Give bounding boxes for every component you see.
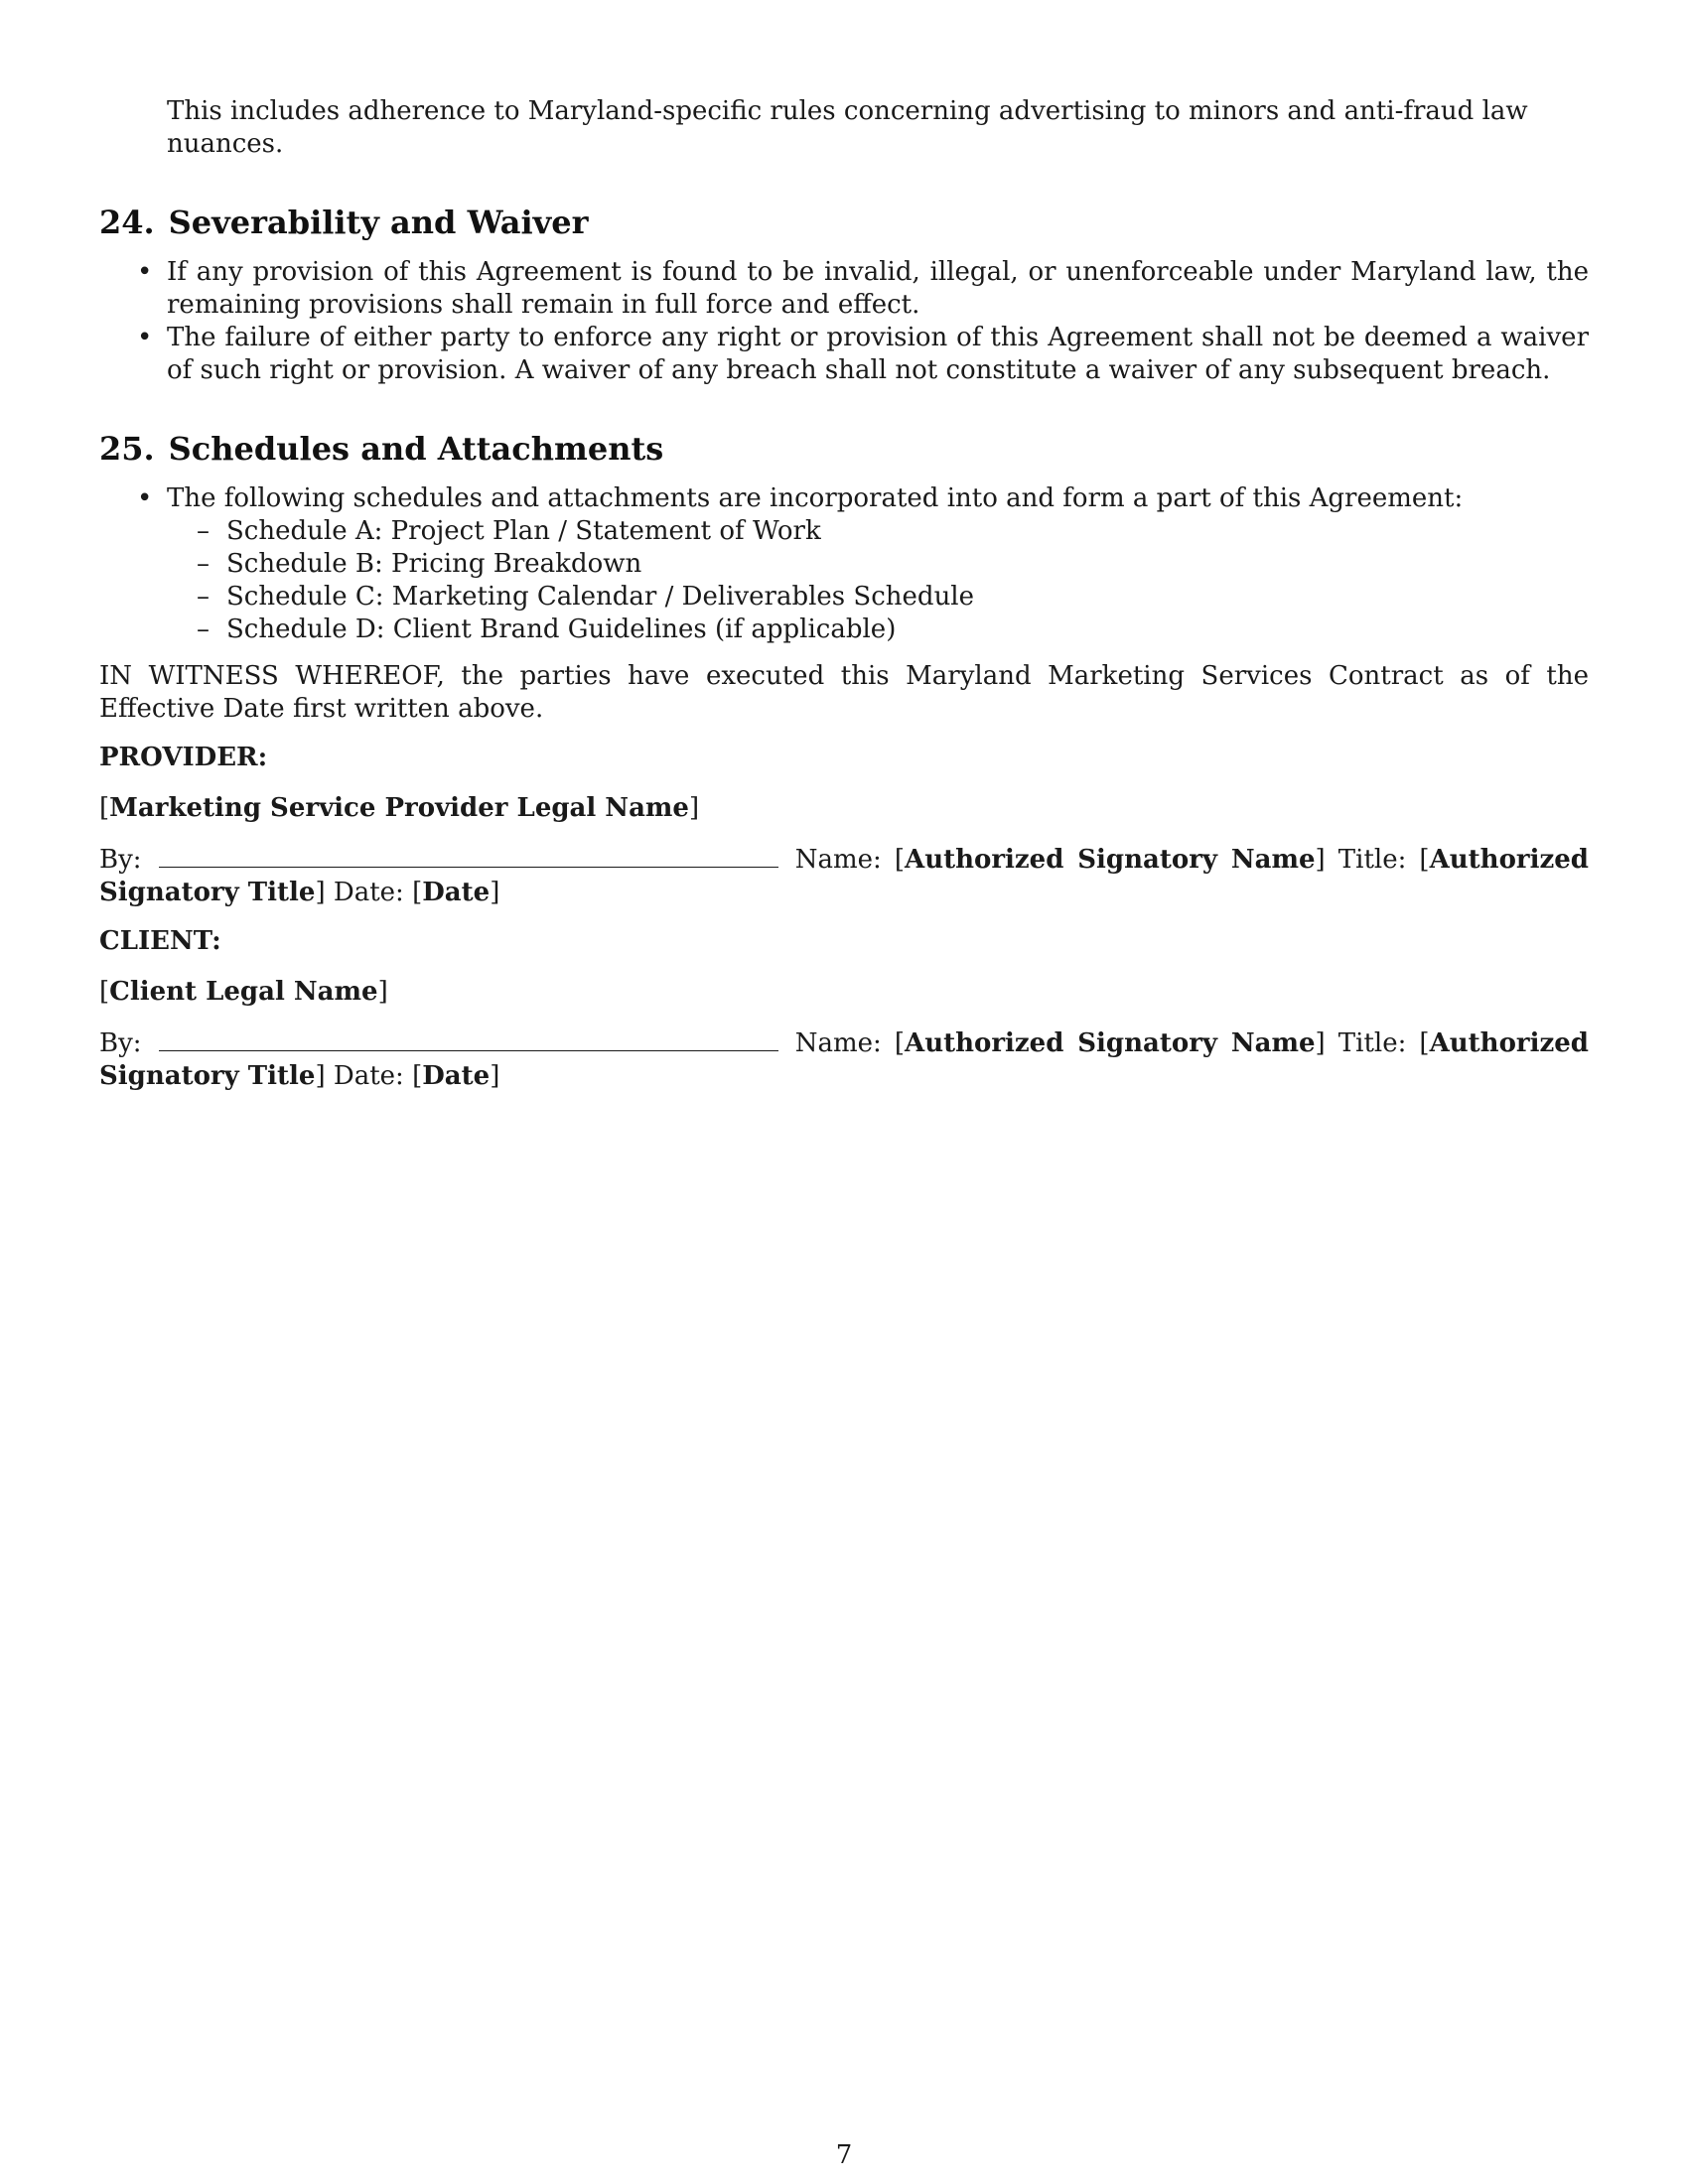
title-label: Title: xyxy=(1337,1028,1407,1058)
signature-blank[interactable] xyxy=(159,1026,778,1051)
party-legal-name: [Marketing Service Provider Legal Name] xyxy=(99,793,700,823)
schedule-item: – Schedule C: Marketing Calendar / Deliverables Schedule xyxy=(167,581,1589,614)
schedule-item: – Schedule D: Client Brand Guidelines (if applicable) xyxy=(167,614,1589,646)
party-label: CLIENT: xyxy=(99,926,221,956)
schedule-list xyxy=(167,515,1589,646)
title-label: Title: xyxy=(1337,845,1407,875)
bullet-list xyxy=(99,482,1589,646)
title-placeholder: Authorized Signatory Title xyxy=(99,845,1589,907)
list-item xyxy=(99,482,1589,646)
legal-name-placeholder: Client Legal Name xyxy=(109,977,378,1007)
bullet-list xyxy=(99,256,1589,387)
section-severability xyxy=(99,203,1589,387)
signature-line: By: Name: [Authorized Signatory Name] Title: [Authorized Signatory Title] Date: [Date] xyxy=(99,845,1589,907)
section-heading xyxy=(99,203,1589,242)
name-label: Name: xyxy=(794,1028,882,1058)
party-legal-name: [Client Legal Name] xyxy=(99,977,388,1007)
list-item: • The failure of either party to enforce any right or provision of this Agreement shall not be deemed a waiver of such right or provision. A waiver of any breach shall not constitute a waiver of any subsequent breach. xyxy=(99,322,1589,387)
provider-signature-block xyxy=(99,742,1589,909)
name-placeholder: Authorized Signatory Name xyxy=(905,845,1316,875)
name-label: Name: xyxy=(794,845,882,875)
witness-paragraph: IN WITNESS WHEREOF, the parties have executed this Maryland Marketing Services Contract as of the Effective Date first written above. xyxy=(99,661,1589,724)
client-signature-block xyxy=(99,925,1589,1093)
section-number: 25. xyxy=(99,430,155,468)
signature-blank[interactable] xyxy=(159,843,778,868)
date-label: Date: xyxy=(333,1061,404,1091)
schedule-item: – Schedule B: Pricing Breakdown xyxy=(167,548,1589,581)
party-label: PROVIDER: xyxy=(99,743,268,772)
section-schedules xyxy=(99,429,1589,646)
list-item: • If any provision of this Agreement is found to be invalid, illegal, or unenforceable under Maryland law, the remaining provisions shall remain in full force and effect. xyxy=(99,256,1589,322)
legal-name-placeholder: Marketing Service Provider Legal Name xyxy=(109,793,689,823)
signature-line: By: Name: [Authorized Signatory Name] Title: [Authorized Signatory Title] Date: [Date] xyxy=(99,1028,1589,1091)
list-item-text: The following schedules and attachments are incorporated into and form a part of this Agreement: xyxy=(167,483,1464,513)
section-heading xyxy=(99,429,1589,469)
section-title: Schedules and Attachments xyxy=(168,430,664,468)
section-number: 24. xyxy=(99,204,155,241)
intro-paragraph: This includes adherence to Maryland-specific rules concerning advertising to minors and anti-fraud law nuances. xyxy=(167,96,1528,159)
date-placeholder: Date xyxy=(422,878,491,907)
page-number: 7 xyxy=(835,2140,853,2170)
date-label: Date: xyxy=(333,878,404,907)
by-label: By: xyxy=(99,1028,142,1058)
by-label: By: xyxy=(99,845,142,875)
document-page xyxy=(99,95,1589,1093)
name-placeholder: Authorized Signatory Name xyxy=(905,1028,1316,1058)
date-placeholder: Date xyxy=(422,1061,491,1091)
title-placeholder: Authorized Signatory Title xyxy=(99,1028,1589,1091)
schedule-item: – Schedule A: Project Plan / Statement of Work xyxy=(167,515,1589,548)
section-title: Severability and Waiver xyxy=(168,204,589,241)
